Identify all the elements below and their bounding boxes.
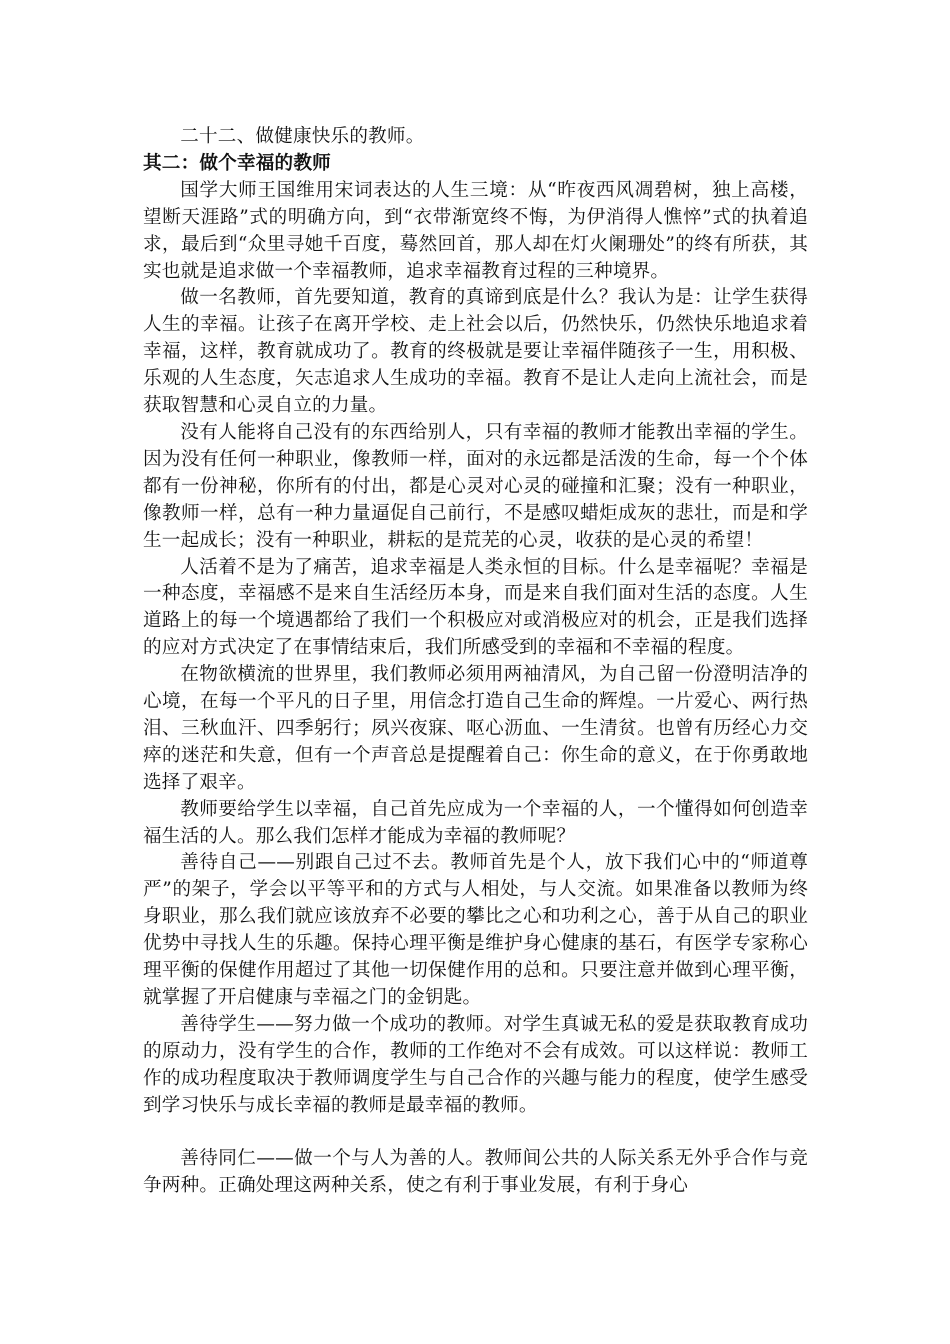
document-body <box>143 124 808 1200</box>
paragraph-treat-students: 善待学生——努力做一个成功的教师。对学生真诚无私的爱是获取教育成功的原动力，没有学生的合作，教师的工作绝对不会有成效。可以这样说：教师工作的成功程度取决于教师调度学生与自己合作的兴趣与能力的程度，使学生感受到学习快乐与成长幸福的教师是最幸福的教师。 <box>143 1013 808 1116</box>
paragraph-how-to-be-happy: 教师要给学生以幸福，自己首先应成为一个幸福的人，一个懂得如何创造幸福生活的人。那么我们怎样才能成为幸福的教师呢？ <box>143 798 808 847</box>
blank-line <box>143 1120 808 1147</box>
paragraph-material-world: 在物欲横流的世界里，我们教师必须用两袖清风，为自己留一份澄明洁净的心境，在每一个平凡的日子里，用信念打造自己生命的辉煌。一片爱心、两行热泪、三秋血汗、四季躬行；夙兴夜寐、呕心沥血、一生清贫。也曾有历经心力交瘁的迷茫和失意，但有一个声音总是提醒着自己：你生命的意义，在于你勇敢地选择了艰辛。 <box>143 664 808 793</box>
paragraph-essence-of-education: 做一名教师，首先要知道，教育的真谛到底是什么？我认为是：让学生获得人生的幸福。让孩子在离开学校、走上社会以后，仍然快乐，仍然快乐地追求着幸福，这样，教育就成功了。教育的终极就是要让幸福伴随孩子一生，用积极、乐观的人生态度，矢志追求人生成功的幸福。教育不是让人走向上流社会，而是获取智慧和心灵自立的力量。 <box>143 287 808 417</box>
section-line: 二十二、做健康快乐的教师。 <box>180 126 425 147</box>
paragraph-happy-teacher: 没有人能将自己没有的东西给别人，只有幸福的教师才能教出幸福的学生。因为没有任何一种职业，像教师一样，面对的永远都是活泼的生命，每一个个体都有一份神秘，你所有的付出，都是心灵对心灵的碰撞和汇聚；没有一种职业，像教师一样，总有一种力量逼促自己前行，不是感叹蜡炬成灰的悲壮，而是和学生一起成长；没有一种职业，耕耘的是荒芜的心灵，收获的是心灵的希望！ <box>143 421 808 551</box>
paragraph-treat-colleagues: 善待同仁——做一个与人为善的人。教师间公共的人际关系无外乎合作与竞争两种。正确处理这两种关系，使之有利于事业发展，有利于身心 <box>143 1148 808 1197</box>
paragraph-treat-yourself: 善待自己——别跟自己过不去。教师首先是个人，放下我们心中的“师道尊严”的架子，学会以平等平和的方式与人相处，与人交流。如果准备以教师为终身职业，那么我们就应该放弃不必要的攀比之心和功利之心，善于从自己的职业优势中寻找人生的乐趣。保持心理平衡是维护身心健康的基石，有医学专家称心理平衡的保健作用超过了其他一切保健作用的总和。只要注意并做到心理平衡，就掌握了开启健康与幸福之门的金钥匙。 <box>143 852 808 1008</box>
paragraph-three-realms: 国学大师王国维用宋词表达的人生三境：从“昨夜西风凋碧树，独上高楼，望断天涯路”式的明确方向，到“衣带渐宽终不悔，为伊消得人憔悴”式的执着追求，最后到“众里寻她千百度，蓦然回首，那人却在灯火阑珊处”的终有所获，其实也就是追求做一个幸福教师，追求幸福教育过程的三种境界。 <box>143 179 808 282</box>
paragraph-what-is-happiness: 人活着不是为了痛苦，追求幸福是人类永恒的目标。什么是幸福呢？幸福是一种态度，幸福感不是来自生活经历本身，而是来自我们面对生活的态度。人生道路上的每一个境遇都给了我们一个积极应对或消极应对的机会，正是我们选择的应对方式决定了在事情结束后，我们所感受到的幸福和不幸福的程度。 <box>143 556 808 659</box>
section-title: 其二：做个幸福的教师 <box>143 152 331 174</box>
